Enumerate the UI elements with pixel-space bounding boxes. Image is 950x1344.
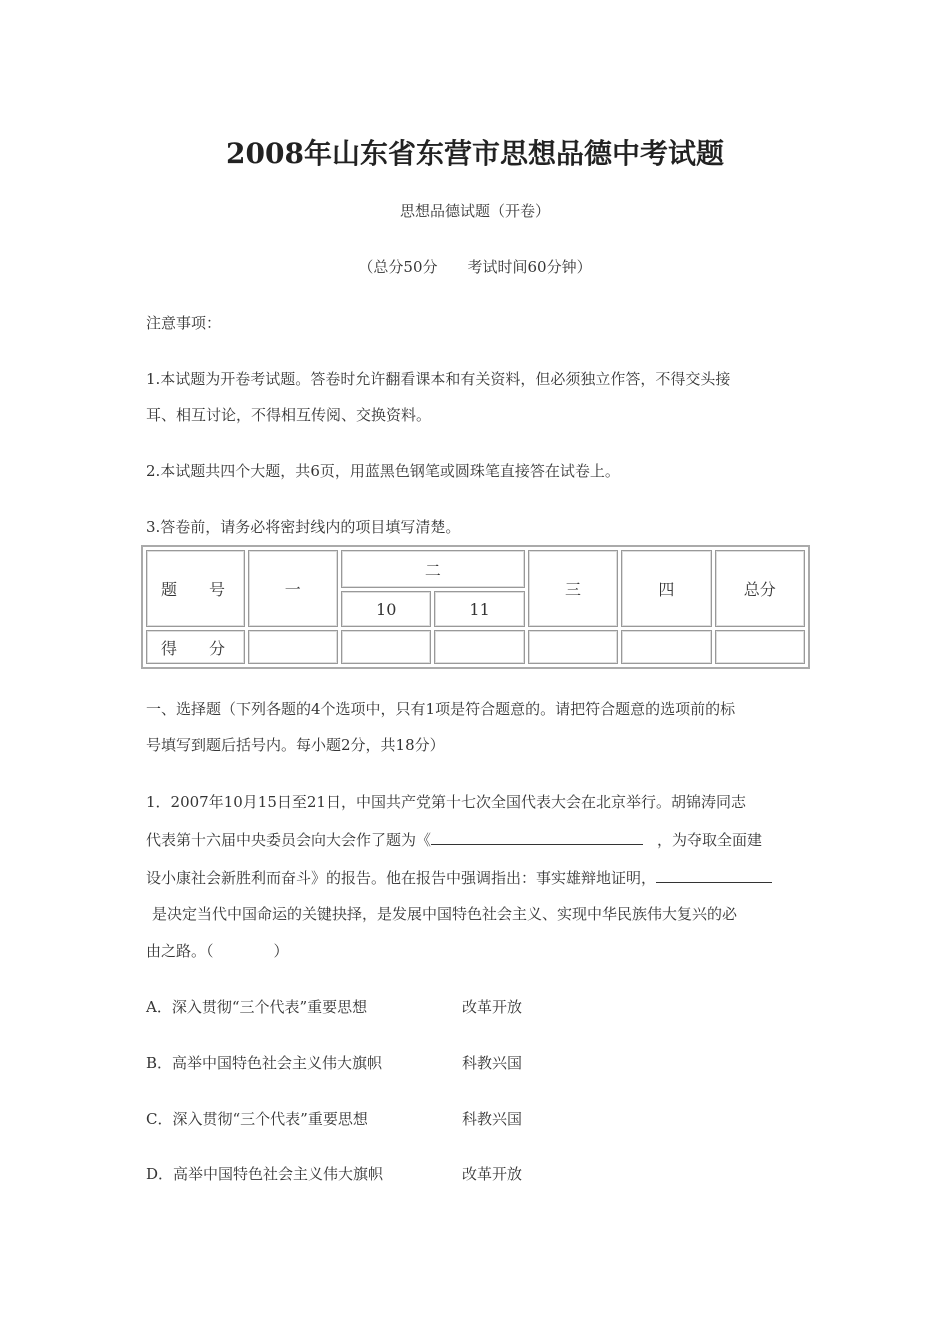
- score-cell-1[interactable]: [248, 630, 338, 664]
- note-1-line-2: 耳、相互讨论，不得相互传阅、交换资料。: [146, 406, 432, 424]
- section-1-line-2: 号填写到题后括号内。每小题2分，共18分）: [146, 736, 445, 754]
- answer-blank-2[interactable]: [656, 866, 772, 883]
- col-header-2: 二: [341, 550, 525, 588]
- question-1-line-3: 设小康社会新胜利而奋斗》的报告。他在报告中强调指出：事实雄辩地证明，: [146, 866, 772, 888]
- question-1-line-5: 由之路。（ ）: [146, 942, 289, 960]
- col-header-total: 总分: [715, 550, 805, 627]
- subtitle: 思想品德试题（开卷）: [399, 202, 550, 220]
- score-cell-4[interactable]: [621, 630, 711, 664]
- col-header-1: 一: [248, 550, 338, 627]
- question-1-line-4: 是决定当代中国命运的关键抉择，是发展中国特色社会主义、实现中华民族伟大复兴的必: [152, 905, 738, 923]
- answer-blank-1[interactable]: [431, 828, 643, 845]
- score-cell-11[interactable]: [434, 630, 524, 664]
- question-1-line-1: 1．2007年10月15日至21日，中国共产党第十七次全国代表大会在北京举行。胡锦涛同志: [146, 793, 746, 811]
- score-table: [141, 545, 810, 669]
- note-3: 3.答卷前，请务必将密封线内的项目填写清楚。: [146, 518, 461, 536]
- option-b[interactable]: B．高举中国特色社会主义伟大旗帜 科教兴国: [146, 1054, 523, 1072]
- score-info: （总分50分 考试时间60分钟）: [358, 258, 592, 276]
- note-2: 2.本试题共四个大题，共6页，用蓝黑色钢笔或圆珠笔直接答在试卷上。: [146, 462, 620, 480]
- notes-heading: 注意事项：: [146, 314, 222, 332]
- score-cell-3[interactable]: [528, 630, 618, 664]
- col-header-3: 三: [528, 550, 618, 627]
- page-title: 2008年山东省东营市思想品德中考试题: [226, 137, 724, 170]
- note-1-line-1: 1.本试题为开卷考试题。答卷时允许翻看课本和有关资料，但必须独立作答，不得交头接: [146, 370, 731, 388]
- option-a[interactable]: A．深入贯彻“三个代表”重要思想 改革开放: [146, 998, 523, 1016]
- question-1-line-2: 代表第十六届中央委员会向大会作了题为《 ，为夺取全面建: [146, 828, 762, 850]
- score-cell-total[interactable]: [715, 630, 805, 664]
- col-header-2-sub-10: 10: [341, 591, 431, 627]
- score-cell-10[interactable]: [341, 630, 431, 664]
- option-d[interactable]: D．高举中国特色社会主义伟大旗帜 改革开放: [146, 1165, 523, 1183]
- section-1-line-1: 一、选择题（下列各题的4个选项中，只有1项是符合题意的。请把符合题意的选项前的标: [146, 700, 736, 718]
- row-label-score: 得 分: [146, 630, 245, 664]
- col-header-2-sub-11: 11: [434, 591, 524, 627]
- option-c[interactable]: C．深入贯彻“三个代表”重要思想 科教兴国: [146, 1110, 523, 1128]
- col-header-4: 四: [621, 550, 711, 627]
- row-label-question-number: 题 号: [146, 550, 245, 627]
